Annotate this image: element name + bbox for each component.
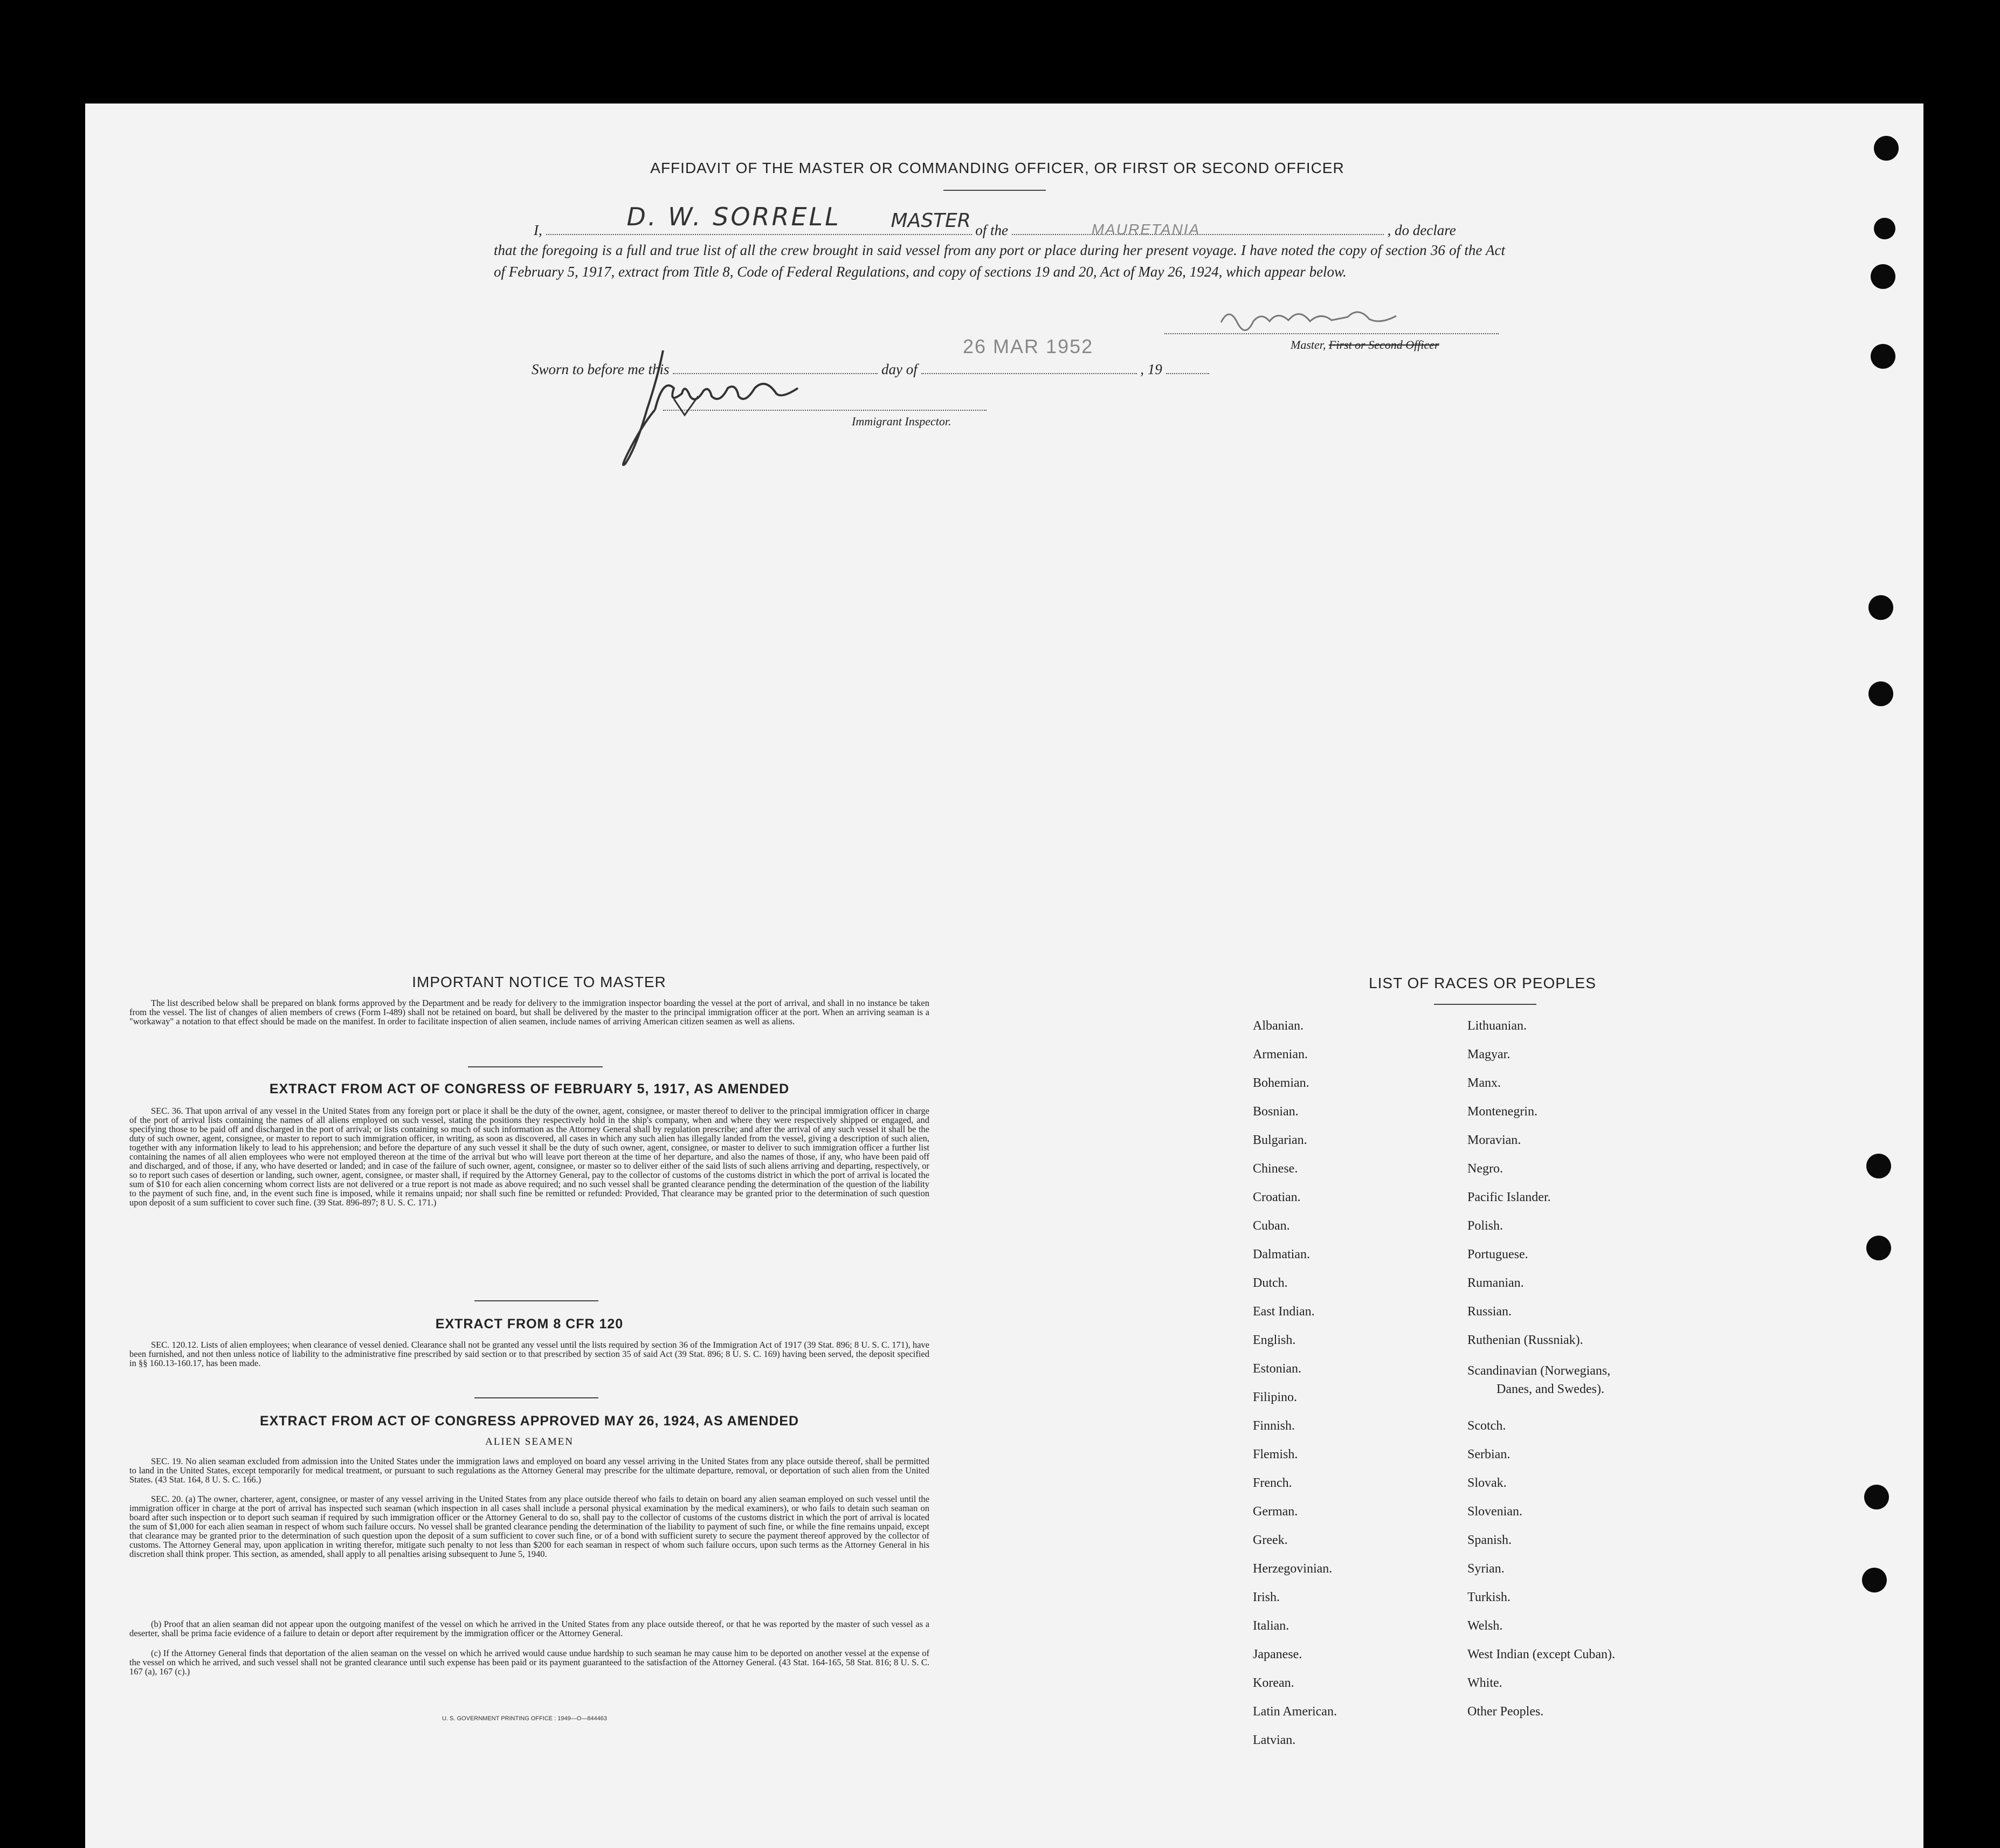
race-item: Manx. xyxy=(1467,1076,1501,1090)
race-item: Herzegovinian. xyxy=(1253,1562,1333,1576)
inspector-label: Immigrant Inspector. xyxy=(852,415,951,428)
race-item: Armenian. xyxy=(1253,1047,1308,1061)
binder-hole xyxy=(1874,136,1899,161)
race-item: Scandinavian (Norwegians, xyxy=(1467,1364,1611,1378)
master-name-field xyxy=(546,202,972,235)
race-item: Slovak. xyxy=(1467,1476,1507,1490)
race-item: Croatian. xyxy=(1253,1190,1301,1204)
affidavit-prefix: I, xyxy=(534,222,542,238)
race-item: English. xyxy=(1253,1333,1296,1347)
race-item: Bosnian. xyxy=(1253,1105,1299,1119)
extract-1924-sec20a: SEC. 20. (a) The owner, charterer, agent, consignee, or master of any vessel arriving in the United States from any place outside thereof who fails to detain on board any alien seaman employed on such vessel until the immigration officer in charge at the port of arrival has inspected such seaman (which inspection in all cases shall include a personal physical examination by the medical examiners), or who fails to detain such seaman on board after such inspection or to deport such seaman if required by such immigration officer or the Attorney General to do so, shall pay to the collector of customs of the customs district in which the port of arrival is located the sum of $1,000 for each alien seaman in respect of whom such failure occurs. No vessel shall be granted clearance pending the determination of the liability to payment of such fine, or while the fine remains unpaid, except that clearance may be granted prior to the determination of such question upon the deposit of a sum sufficient to cover such fine, or of a bond with sufficient surety to secure the payment thereof approved by the collector of customs. The Attorney General may, upon application in writing therefor, mitigate such penalty to not less than $200 for each seaman in respect of whom such failure occurs, upon such terms as the Attorney General in his discretion shall think proper. This section, as amended, shall apply to all penalties arising subsequent to June 5, 1940. xyxy=(129,1494,929,1559)
race-item: Polish. xyxy=(1467,1219,1504,1233)
race-item: Bulgarian. xyxy=(1253,1133,1307,1147)
rank-handwritten: MASTER xyxy=(891,210,971,232)
race-item: Japanese. xyxy=(1253,1647,1302,1661)
race-item: Slovenian. xyxy=(1467,1505,1522,1519)
race-item: Italian. xyxy=(1253,1619,1289,1633)
sworn-month-field xyxy=(921,357,1137,374)
race-item: Syrian. xyxy=(1467,1562,1505,1576)
binder-hole xyxy=(1866,1236,1891,1260)
master-name-handwritten: D. W. SORRELL xyxy=(626,202,841,231)
extract-1924-sec20b: (b) Proof that an alien seaman did not appear upon the outgoing manifest of the vessel on which he arrived in the United States from any place outside thereof, or that he was reported by the master of such vessel as a deserter, shall be prima facie evidence of a failure to detain or deport after requirement by the immigration officer or the Attorney General. xyxy=(129,1619,929,1638)
extract-cfr-title: EXTRACT FROM 8 CFR 120 xyxy=(435,1316,624,1332)
race-item: Danes, and Swedes). xyxy=(1496,1382,1604,1396)
binder-hole xyxy=(1874,218,1895,239)
affidavit-line1 xyxy=(534,202,1504,241)
race-item: Chinese. xyxy=(1253,1162,1298,1176)
races-title: LIST OF RACES OR PEOPLES xyxy=(1369,975,1596,991)
race-item: Estonian. xyxy=(1253,1362,1301,1376)
race-item: Scotch. xyxy=(1467,1419,1506,1433)
race-item: Other Peoples. xyxy=(1467,1705,1544,1719)
extract-1917-text: SEC. 36. That upon arrival of any vessel in the United States from any foreign port or place it shall be the duty of the owner, agent, consignee, or master thereof to deliver to the principal immigration officer in charge of the port of arrival lists containing the names of all aliens employed on such vessel, stating the positions they respectively hold in the ship's company, when and where they were respectively shipped or engaged, and specifying those to be paid off and discharged in the port of arrival; or lists containing so much of such information as the Attorney General shall by regulation prescribe; and after the arrival of any such vessel it shall be the duty of such owner, agent, consignee, or master to report to such immigration officer, in writing, as soon as discovered, all cases in which any such alien has illegally landed from the vessel, giving a description of such alien, together with any information likely to lead to his apprehension; and before the departure of any such vessel it shall be the duty of such owner, agent, consignee, or master to deliver to such immigration officer a further list containing the names of all alien employees who were not employed thereon at the time of the arrival but who will leave port thereon at the time of her departure, and also the names of those, if any, who have been paid off and discharged, and of those, if any, who have deserted or landed; and in case of the failure of such owner, agent, consignee, or master so to deliver either of the said lists of such aliens arriving and departing, respectively, or so to report such cases of desertion or landing, such owner, agent, consignee, or master shall, if required by the Attorney General, pay to the collector of customs of the customs district in which the port of arrival is located the sum of $10 for each alien concerning whom correct lists are not delivered or a true report is not made as above required; and no such vessel shall be granted clearance pending the determination of the question of the liability to the payment of such fine, and, in the event such fine is imposed, while it remains unpaid; nor shall such fine be remitted or refunded: Provided, That clearance may be granted prior to the determination of such question upon deposit of a sum sufficient to cover such fine. (39 Stat. 896-897; 8 U. S. C. 171.) xyxy=(129,1106,929,1208)
race-item: Pacific Islander. xyxy=(1467,1190,1551,1204)
day-of-text: day of xyxy=(881,361,918,377)
officer-label-struck: First or Second Officer xyxy=(1328,338,1439,351)
race-item: Magyar. xyxy=(1467,1047,1511,1061)
race-item: Greek. xyxy=(1253,1533,1288,1547)
extract-1917-title: EXTRACT FROM ACT OF CONGRESS OF FEBRUARY 5, 1917, AS AMENDED xyxy=(269,1081,790,1097)
race-item: Flemish. xyxy=(1253,1447,1298,1461)
race-item: Lithuanian. xyxy=(1467,1019,1527,1033)
race-item: German. xyxy=(1253,1505,1298,1519)
extract-1924-title: EXTRACT FROM ACT OF CONGRESS APPROVED MAY 26, 1924, AS AMENDED xyxy=(259,1413,799,1429)
printer-line: U. S. GOVERNMENT PRINTING OFFICE : 1949—O—844463 xyxy=(442,1715,608,1722)
vessel-name-stamp: MAURETANIA xyxy=(1091,221,1201,238)
binder-hole xyxy=(1871,264,1895,289)
extract-1924-subtitle: ALIEN SEAMEN xyxy=(485,1436,574,1447)
sworn-text: Sworn to before me this xyxy=(532,361,670,377)
master-label: Master, xyxy=(1291,338,1326,351)
inspector-signature xyxy=(604,345,809,477)
binder-hole xyxy=(1868,595,1893,620)
extract-1924-sec20c: (c) If the Attorney General finds that deportation of the alien seaman on the vessel on which he arrived would cause undue hardship to such seaman he may cause him to be deported on another vessel at the expense of the vessel on which he arrived, and such vessel shall not be granted clearance until such expense has been paid or its payment guaranteed to the satisfaction of the Attorney General. (43 Stat. 164-165, 58 Stat. 816; 8 U. S. C. 167 (a), 167 (c).) xyxy=(129,1648,929,1677)
race-item: Albanian. xyxy=(1253,1019,1304,1033)
extract-cfr-text: SEC. 120.12. Lists of alien employees; when clearance of vessel denied. Clearance shall not be granted any vessel until the lists required by section 36 of the Immigration Act of 1917 (39 Stat. 896; 8 U. S. C. 171), have been furnished, and not then unless notice of liability to the administrative fine prescribed by said section or to that prescribed by section 35 of said Act (39 Stat. 896; 8 U. S. C. 169) having been served, the deposit specified in §§ 160.13-160.17, has been made. xyxy=(129,1340,929,1368)
race-item: Turkish. xyxy=(1467,1590,1511,1604)
race-item: Bohemian. xyxy=(1253,1076,1309,1090)
race-item: Filipino. xyxy=(1253,1390,1298,1404)
race-item: East Indian. xyxy=(1253,1305,1315,1319)
extract-1924-sec19: SEC. 19. No alien seaman excluded from admission into the United States under the immigration laws and employed on board any vessel arriving in the United States from any place outside thereof, shall be permitted to land in the United States, except temporarily for medical treatment, or pursuant to such regulations as the Attorney General may prescribe for the ultimate departure, removal, or deportation of such alien from the United States. (43 Stat. 164, 8 U. S. C. 166.) xyxy=(129,1456,929,1485)
race-item: Rumanian. xyxy=(1467,1276,1524,1290)
race-item: Dalmatian. xyxy=(1253,1247,1310,1261)
notice-title: IMPORTANT NOTICE TO MASTER xyxy=(412,974,666,990)
race-item: Latin American. xyxy=(1253,1705,1337,1719)
binder-hole xyxy=(1862,1568,1887,1592)
extract-1917-divider xyxy=(474,1300,598,1301)
race-item: Welsh. xyxy=(1467,1619,1503,1633)
affidavit-suffix: , do declare xyxy=(1387,222,1456,238)
extract-cfr-divider xyxy=(474,1397,598,1398)
race-item: Latvian. xyxy=(1253,1733,1296,1747)
binder-hole xyxy=(1866,1154,1891,1178)
notice-divider xyxy=(468,1066,603,1067)
vessel-name-field xyxy=(1012,218,1384,238)
race-item: Serbian. xyxy=(1467,1447,1511,1461)
race-item: Irish. xyxy=(1253,1590,1280,1604)
race-item: Korean. xyxy=(1253,1676,1294,1690)
sworn-year-field xyxy=(1166,357,1209,374)
race-item: Montenegrin. xyxy=(1467,1105,1537,1119)
race-item: Ruthenian (Russniak). xyxy=(1467,1333,1583,1347)
signature-scrawl-icon xyxy=(1218,301,1402,333)
race-item: Cuban. xyxy=(1253,1219,1290,1233)
race-item: Finnish. xyxy=(1253,1419,1295,1433)
race-item: Spanish. xyxy=(1467,1533,1512,1547)
race-item: Negro. xyxy=(1467,1162,1503,1176)
race-item: White. xyxy=(1467,1676,1502,1690)
race-item: Portuguese. xyxy=(1467,1247,1528,1261)
affidavit-of-the: of the xyxy=(975,222,1008,238)
race-item: French. xyxy=(1253,1476,1292,1490)
affidavit-title: AFFIDAVIT OF THE MASTER OR COMMANDING OFFICER, OR FIRST OR SECOND OFFICER xyxy=(650,160,1344,176)
affidavit-body: that the foregoing is a full and true list of all the crew brought in said vessel from any port or place during her present voyage. I have noted the copy of section 36 of the Act of February 5, 1917, extract from Title 8, Code of Federal Regulations, and copy of sections 19 and 20, Act of May 26, 1924, which appear below. xyxy=(494,242,1505,280)
race-item: Russian. xyxy=(1467,1305,1512,1319)
binder-hole xyxy=(1868,681,1893,706)
title-divider xyxy=(943,190,1046,191)
races-divider xyxy=(1434,1004,1536,1005)
race-item: West Indian (except Cuban). xyxy=(1467,1647,1615,1661)
master-title-labels xyxy=(1291,334,1439,356)
date-stamp: 26 MAR 1952 xyxy=(963,335,1094,357)
binder-hole xyxy=(1871,344,1895,369)
race-item: Moravian. xyxy=(1467,1133,1521,1147)
race-item: Dutch. xyxy=(1253,1276,1288,1290)
year-prefix: , 19 xyxy=(1140,361,1162,377)
notice-text: The list described below shall be prepared on blank forms approved by the Department and be ready for delivery to the immigration inspector boarding the vessel at the port of arrival, and shall in no instance be taken from the vessel. The list of changes of alien members of crews (Form I-489) shall not be retained on board, but shall be delivered by the master to the principal immigration officer at the port. When an arriving seaman is a "workaway" a notation to that effect should be made on the manifest. In order to facilitate inspection of alien seamen, include names of arriving American citizen seamen as well as aliens. xyxy=(129,998,929,1026)
binder-hole xyxy=(1864,1485,1889,1509)
